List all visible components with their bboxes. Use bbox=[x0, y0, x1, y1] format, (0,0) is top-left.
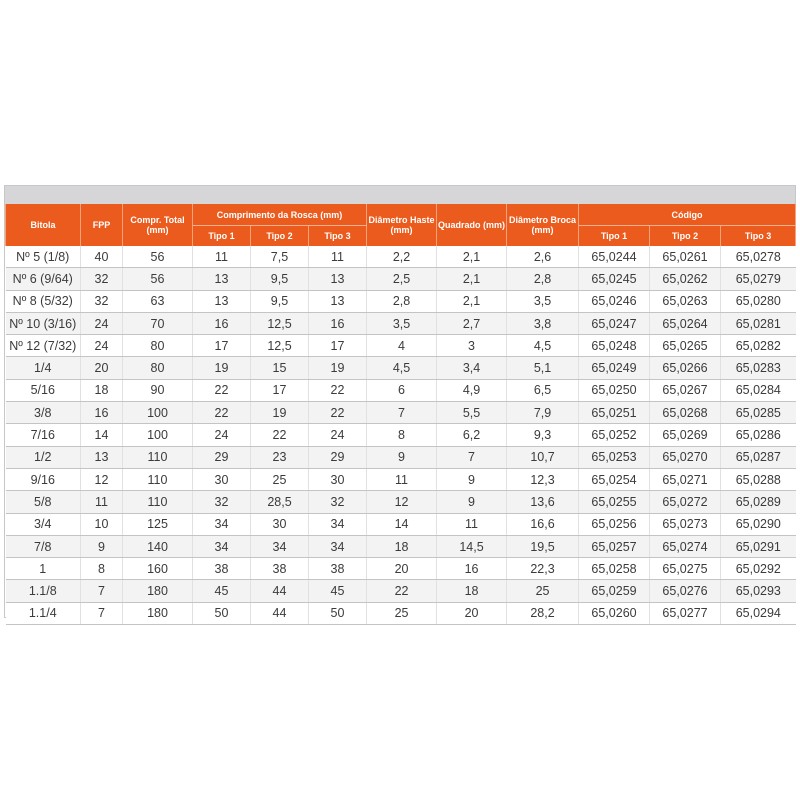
cell-codigo-tipo-2: 65,0271 bbox=[650, 468, 721, 490]
table-row bbox=[6, 513, 796, 535]
cell-diametro-broca: 28,2 bbox=[507, 602, 579, 624]
table-row bbox=[6, 491, 796, 513]
cell-bitola: 7/8 bbox=[6, 535, 81, 557]
cell-diametro-broca: 6,5 bbox=[507, 379, 579, 401]
cell-quadrado: 2,1 bbox=[437, 290, 507, 312]
header-fpp: FPP bbox=[81, 204, 123, 246]
header-codigo-tipo-2: Tipo 2 bbox=[650, 226, 721, 247]
cell-quadrado: 4,9 bbox=[437, 379, 507, 401]
cell-rosca-tipo-3: 17 bbox=[309, 335, 367, 357]
table-row bbox=[6, 424, 796, 446]
cell-rosca-tipo-1: 22 bbox=[193, 402, 251, 424]
cell-diametro-broca: 12,3 bbox=[507, 468, 579, 490]
cell-fpp: 7 bbox=[81, 602, 123, 624]
cell-rosca-tipo-2: 38 bbox=[251, 558, 309, 580]
cell-diametro-haste: 4 bbox=[367, 335, 437, 357]
cell-rosca-tipo-1: 11 bbox=[193, 246, 251, 268]
cell-fpp: 10 bbox=[81, 513, 123, 535]
cell-bitola: 3/8 bbox=[6, 402, 81, 424]
table-row bbox=[6, 446, 796, 468]
table-row bbox=[6, 335, 796, 357]
cell-rosca-tipo-2: 17 bbox=[251, 379, 309, 401]
cell-codigo-tipo-1: 65,0255 bbox=[579, 491, 650, 513]
cell-fpp: 11 bbox=[81, 491, 123, 513]
cell-compr-total: 110 bbox=[123, 468, 193, 490]
table-row bbox=[6, 379, 796, 401]
cell-codigo-tipo-1: 65,0248 bbox=[579, 335, 650, 357]
cell-codigo-tipo-2: 65,0277 bbox=[650, 602, 721, 624]
cell-bitola: Nº 10 (3/16) bbox=[6, 312, 81, 334]
header-quadrado: Quadrado (mm) bbox=[437, 204, 507, 246]
cell-codigo-tipo-3: 65,0280 bbox=[721, 290, 796, 312]
cell-rosca-tipo-1: 13 bbox=[193, 268, 251, 290]
cell-compr-total: 100 bbox=[123, 402, 193, 424]
cell-codigo-tipo-1: 65,0260 bbox=[579, 602, 650, 624]
cell-rosca-tipo-3: 32 bbox=[309, 491, 367, 513]
cell-diametro-haste: 4,5 bbox=[367, 357, 437, 379]
cell-compr-total: 160 bbox=[123, 558, 193, 580]
cell-diametro-broca: 7,9 bbox=[507, 402, 579, 424]
cell-quadrado: 11 bbox=[437, 513, 507, 535]
cell-diametro-broca: 9,3 bbox=[507, 424, 579, 446]
cell-rosca-tipo-1: 17 bbox=[193, 335, 251, 357]
cell-compr-total: 80 bbox=[123, 335, 193, 357]
cell-rosca-tipo-3: 34 bbox=[309, 535, 367, 557]
cell-codigo-tipo-3: 65,0292 bbox=[721, 558, 796, 580]
cell-bitola: 5/8 bbox=[6, 491, 81, 513]
cell-quadrado: 2,7 bbox=[437, 312, 507, 334]
cell-diametro-haste: 2,2 bbox=[367, 246, 437, 268]
cell-diametro-broca: 10,7 bbox=[507, 446, 579, 468]
cell-fpp: 9 bbox=[81, 535, 123, 557]
cell-codigo-tipo-1: 65,0247 bbox=[579, 312, 650, 334]
cell-codigo-tipo-1: 65,0256 bbox=[579, 513, 650, 535]
cell-diametro-haste: 18 bbox=[367, 535, 437, 557]
cell-bitola: 1 bbox=[6, 558, 81, 580]
cell-codigo-tipo-1: 65,0258 bbox=[579, 558, 650, 580]
header-codigo-tipo-3: Tipo 3 bbox=[721, 226, 796, 247]
cell-bitola: 3/4 bbox=[6, 513, 81, 535]
cell-fpp: 32 bbox=[81, 268, 123, 290]
cell-quadrado: 9 bbox=[437, 468, 507, 490]
cell-codigo-tipo-1: 65,0246 bbox=[579, 290, 650, 312]
cell-rosca-tipo-3: 24 bbox=[309, 424, 367, 446]
cell-rosca-tipo-2: 23 bbox=[251, 446, 309, 468]
cell-fpp: 24 bbox=[81, 335, 123, 357]
cell-diametro-haste: 12 bbox=[367, 491, 437, 513]
cell-bitola: Nº 5 (1/8) bbox=[6, 246, 81, 268]
cell-codigo-tipo-3: 65,0291 bbox=[721, 535, 796, 557]
cell-diametro-broca: 3,5 bbox=[507, 290, 579, 312]
cell-rosca-tipo-1: 13 bbox=[193, 290, 251, 312]
table-row bbox=[6, 580, 796, 602]
cell-codigo-tipo-2: 65,0265 bbox=[650, 335, 721, 357]
cell-rosca-tipo-2: 15 bbox=[251, 357, 309, 379]
cell-rosca-tipo-1: 32 bbox=[193, 491, 251, 513]
cell-bitola: Nº 6 (9/64) bbox=[6, 268, 81, 290]
header-compr-total: Compr. Total (mm) bbox=[123, 204, 193, 246]
cell-bitola: 9/16 bbox=[6, 468, 81, 490]
table-body bbox=[6, 246, 796, 625]
cell-codigo-tipo-2: 65,0267 bbox=[650, 379, 721, 401]
cell-diametro-haste: 14 bbox=[367, 513, 437, 535]
table-row bbox=[6, 402, 796, 424]
cell-rosca-tipo-2: 44 bbox=[251, 602, 309, 624]
cell-compr-total: 140 bbox=[123, 535, 193, 557]
cell-bitola: 7/16 bbox=[6, 424, 81, 446]
table-row bbox=[6, 535, 796, 557]
header-rosca-tipo-3: Tipo 3 bbox=[309, 226, 367, 247]
cell-codigo-tipo-3: 65,0288 bbox=[721, 468, 796, 490]
cell-quadrado: 6,2 bbox=[437, 424, 507, 446]
cell-rosca-tipo-2: 9,5 bbox=[251, 268, 309, 290]
cell-rosca-tipo-3: 19 bbox=[309, 357, 367, 379]
cell-quadrado: 3,4 bbox=[437, 357, 507, 379]
cell-diametro-haste: 2,5 bbox=[367, 268, 437, 290]
cell-rosca-tipo-1: 29 bbox=[193, 446, 251, 468]
cell-rosca-tipo-2: 12,5 bbox=[251, 335, 309, 357]
cell-rosca-tipo-2: 22 bbox=[251, 424, 309, 446]
cell-quadrado: 2,1 bbox=[437, 246, 507, 268]
cell-codigo-tipo-2: 65,0273 bbox=[650, 513, 721, 535]
cell-diametro-broca: 4,5 bbox=[507, 335, 579, 357]
cell-rosca-tipo-3: 38 bbox=[309, 558, 367, 580]
cell-bitola: 1/2 bbox=[6, 446, 81, 468]
table-top-band bbox=[5, 186, 795, 204]
cell-fpp: 24 bbox=[81, 312, 123, 334]
cell-compr-total: 56 bbox=[123, 246, 193, 268]
cell-rosca-tipo-1: 34 bbox=[193, 535, 251, 557]
cell-rosca-tipo-1: 22 bbox=[193, 379, 251, 401]
cell-rosca-tipo-3: 22 bbox=[309, 402, 367, 424]
cell-diametro-haste: 25 bbox=[367, 602, 437, 624]
header-codigo: Código bbox=[579, 204, 796, 226]
cell-fpp: 40 bbox=[81, 246, 123, 268]
cell-rosca-tipo-3: 22 bbox=[309, 379, 367, 401]
table-row bbox=[6, 558, 796, 580]
cell-fpp: 7 bbox=[81, 580, 123, 602]
cell-rosca-tipo-1: 24 bbox=[193, 424, 251, 446]
cell-codigo-tipo-2: 65,0270 bbox=[650, 446, 721, 468]
cell-rosca-tipo-3: 30 bbox=[309, 468, 367, 490]
specification-table-panel bbox=[4, 185, 796, 621]
cell-rosca-tipo-2: 34 bbox=[251, 535, 309, 557]
cell-rosca-tipo-1: 50 bbox=[193, 602, 251, 624]
cell-codigo-tipo-2: 65,0264 bbox=[650, 312, 721, 334]
cell-diametro-broca: 2,6 bbox=[507, 246, 579, 268]
cell-codigo-tipo-2: 65,0272 bbox=[650, 491, 721, 513]
cell-compr-total: 63 bbox=[123, 290, 193, 312]
cell-codigo-tipo-2: 65,0275 bbox=[650, 558, 721, 580]
cell-rosca-tipo-1: 45 bbox=[193, 580, 251, 602]
cell-diametro-broca: 2,8 bbox=[507, 268, 579, 290]
cell-quadrado: 14,5 bbox=[437, 535, 507, 557]
cell-compr-total: 110 bbox=[123, 491, 193, 513]
cell-codigo-tipo-3: 65,0287 bbox=[721, 446, 796, 468]
cell-diametro-haste: 20 bbox=[367, 558, 437, 580]
cell-codigo-tipo-2: 65,0266 bbox=[650, 357, 721, 379]
cell-bitola: 1/4 bbox=[6, 357, 81, 379]
cell-bitola: 5/16 bbox=[6, 379, 81, 401]
cell-rosca-tipo-2: 9,5 bbox=[251, 290, 309, 312]
header-rosca-tipo-2: Tipo 2 bbox=[251, 226, 309, 247]
cell-quadrado: 5,5 bbox=[437, 402, 507, 424]
cell-codigo-tipo-1: 65,0257 bbox=[579, 535, 650, 557]
cell-codigo-tipo-3: 65,0285 bbox=[721, 402, 796, 424]
cell-diametro-haste: 7 bbox=[367, 402, 437, 424]
cell-codigo-tipo-1: 65,0253 bbox=[579, 446, 650, 468]
cell-diametro-haste: 2,8 bbox=[367, 290, 437, 312]
cell-compr-total: 180 bbox=[123, 602, 193, 624]
cell-rosca-tipo-1: 34 bbox=[193, 513, 251, 535]
cell-diametro-broca: 22,3 bbox=[507, 558, 579, 580]
cell-compr-total: 110 bbox=[123, 446, 193, 468]
cell-diametro-haste: 6 bbox=[367, 379, 437, 401]
cell-codigo-tipo-3: 65,0290 bbox=[721, 513, 796, 535]
cell-diametro-haste: 3,5 bbox=[367, 312, 437, 334]
cell-quadrado: 16 bbox=[437, 558, 507, 580]
cell-codigo-tipo-3: 65,0294 bbox=[721, 602, 796, 624]
cell-fpp: 18 bbox=[81, 379, 123, 401]
cell-diametro-broca: 13,6 bbox=[507, 491, 579, 513]
cell-rosca-tipo-3: 29 bbox=[309, 446, 367, 468]
cell-fpp: 8 bbox=[81, 558, 123, 580]
cell-codigo-tipo-1: 65,0252 bbox=[579, 424, 650, 446]
cell-rosca-tipo-2: 28,5 bbox=[251, 491, 309, 513]
cell-diametro-haste: 11 bbox=[367, 468, 437, 490]
cell-codigo-tipo-2: 65,0276 bbox=[650, 580, 721, 602]
table-row bbox=[6, 312, 796, 334]
cell-fpp: 13 bbox=[81, 446, 123, 468]
cell-rosca-tipo-1: 38 bbox=[193, 558, 251, 580]
header-comprimento-rosca: Comprimento da Rosca (mm) bbox=[193, 204, 367, 226]
cell-codigo-tipo-1: 65,0251 bbox=[579, 402, 650, 424]
header-codigo-tipo-1: Tipo 1 bbox=[579, 226, 650, 247]
cell-codigo-tipo-2: 65,0269 bbox=[650, 424, 721, 446]
cell-compr-total: 180 bbox=[123, 580, 193, 602]
cell-rosca-tipo-1: 30 bbox=[193, 468, 251, 490]
cell-fpp: 12 bbox=[81, 468, 123, 490]
cell-compr-total: 80 bbox=[123, 357, 193, 379]
cell-fpp: 20 bbox=[81, 357, 123, 379]
cell-quadrado: 9 bbox=[437, 491, 507, 513]
table-row bbox=[6, 290, 796, 312]
cell-compr-total: 70 bbox=[123, 312, 193, 334]
table-row bbox=[6, 602, 796, 624]
table-row bbox=[6, 246, 796, 268]
cell-codigo-tipo-1: 65,0249 bbox=[579, 357, 650, 379]
cell-bitola: 1.1/4 bbox=[6, 602, 81, 624]
cell-rosca-tipo-3: 45 bbox=[309, 580, 367, 602]
cell-fpp: 32 bbox=[81, 290, 123, 312]
cell-quadrado: 7 bbox=[437, 446, 507, 468]
cell-codigo-tipo-1: 65,0244 bbox=[579, 246, 650, 268]
cell-fpp: 16 bbox=[81, 402, 123, 424]
cell-rosca-tipo-2: 12,5 bbox=[251, 312, 309, 334]
cell-diametro-broca: 3,8 bbox=[507, 312, 579, 334]
cell-codigo-tipo-3: 65,0281 bbox=[721, 312, 796, 334]
cell-fpp: 14 bbox=[81, 424, 123, 446]
cell-codigo-tipo-3: 65,0289 bbox=[721, 491, 796, 513]
cell-codigo-tipo-1: 65,0250 bbox=[579, 379, 650, 401]
cell-codigo-tipo-3: 65,0293 bbox=[721, 580, 796, 602]
cell-rosca-tipo-3: 13 bbox=[309, 290, 367, 312]
header-rosca-tipo-1: Tipo 1 bbox=[193, 226, 251, 247]
header-diametro-broca: Diâmetro Broca (mm) bbox=[507, 204, 579, 246]
cell-diametro-haste: 9 bbox=[367, 446, 437, 468]
cell-codigo-tipo-1: 65,0254 bbox=[579, 468, 650, 490]
table-row bbox=[6, 268, 796, 290]
cell-bitola: Nº 8 (5/32) bbox=[6, 290, 81, 312]
cell-codigo-tipo-3: 65,0284 bbox=[721, 379, 796, 401]
cell-codigo-tipo-3: 65,0283 bbox=[721, 357, 796, 379]
cell-rosca-tipo-1: 16 bbox=[193, 312, 251, 334]
cell-compr-total: 90 bbox=[123, 379, 193, 401]
tap-specification-table bbox=[5, 204, 796, 625]
cell-codigo-tipo-3: 65,0286 bbox=[721, 424, 796, 446]
cell-rosca-tipo-3: 11 bbox=[309, 246, 367, 268]
cell-quadrado: 20 bbox=[437, 602, 507, 624]
cell-rosca-tipo-2: 44 bbox=[251, 580, 309, 602]
cell-diametro-haste: 8 bbox=[367, 424, 437, 446]
cell-diametro-broca: 5,1 bbox=[507, 357, 579, 379]
cell-diametro-broca: 19,5 bbox=[507, 535, 579, 557]
cell-bitola: Nº 12 (7/32) bbox=[6, 335, 81, 357]
cell-codigo-tipo-2: 65,0274 bbox=[650, 535, 721, 557]
cell-rosca-tipo-3: 50 bbox=[309, 602, 367, 624]
cell-codigo-tipo-2: 65,0262 bbox=[650, 268, 721, 290]
cell-quadrado: 3 bbox=[437, 335, 507, 357]
table-row bbox=[6, 357, 796, 379]
cell-compr-total: 100 bbox=[123, 424, 193, 446]
header-bitola: Bitola bbox=[6, 204, 81, 246]
cell-rosca-tipo-2: 7,5 bbox=[251, 246, 309, 268]
cell-codigo-tipo-2: 65,0263 bbox=[650, 290, 721, 312]
cell-diametro-broca: 16,6 bbox=[507, 513, 579, 535]
cell-rosca-tipo-2: 25 bbox=[251, 468, 309, 490]
cell-codigo-tipo-3: 65,0278 bbox=[721, 246, 796, 268]
cell-codigo-tipo-3: 65,0279 bbox=[721, 268, 796, 290]
cell-codigo-tipo-1: 65,0259 bbox=[579, 580, 650, 602]
cell-codigo-tipo-2: 65,0261 bbox=[650, 246, 721, 268]
cell-quadrado: 2,1 bbox=[437, 268, 507, 290]
cell-rosca-tipo-1: 19 bbox=[193, 357, 251, 379]
cell-rosca-tipo-3: 13 bbox=[309, 268, 367, 290]
cell-codigo-tipo-2: 65,0268 bbox=[650, 402, 721, 424]
cell-codigo-tipo-1: 65,0245 bbox=[579, 268, 650, 290]
cell-rosca-tipo-3: 16 bbox=[309, 312, 367, 334]
cell-rosca-tipo-2: 30 bbox=[251, 513, 309, 535]
header-diametro-haste: Diâmetro Haste (mm) bbox=[367, 204, 437, 246]
cell-quadrado: 18 bbox=[437, 580, 507, 602]
cell-rosca-tipo-2: 19 bbox=[251, 402, 309, 424]
cell-codigo-tipo-3: 65,0282 bbox=[721, 335, 796, 357]
table-row bbox=[6, 468, 796, 490]
cell-compr-total: 56 bbox=[123, 268, 193, 290]
cell-rosca-tipo-3: 34 bbox=[309, 513, 367, 535]
cell-diametro-broca: 25 bbox=[507, 580, 579, 602]
cell-diametro-haste: 22 bbox=[367, 580, 437, 602]
cell-bitola: 1.1/8 bbox=[6, 580, 81, 602]
cell-compr-total: 125 bbox=[123, 513, 193, 535]
